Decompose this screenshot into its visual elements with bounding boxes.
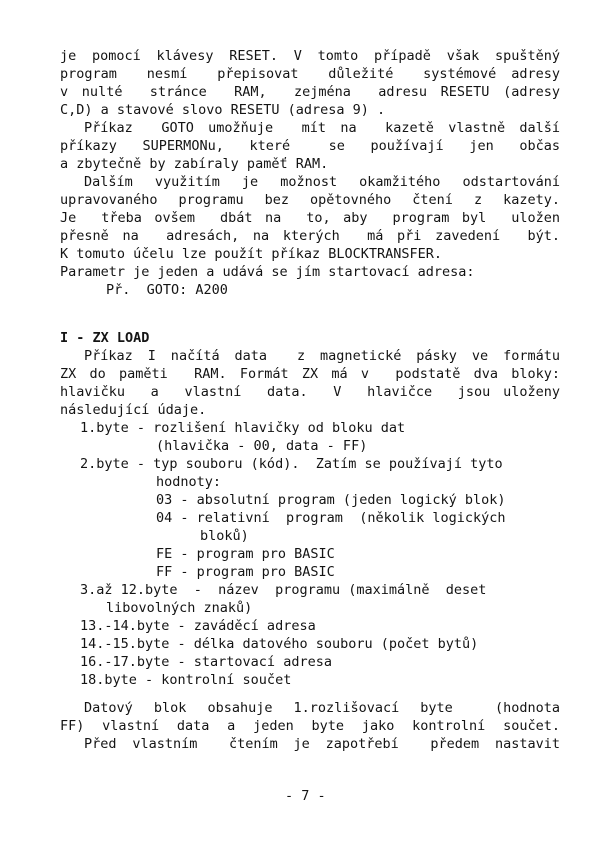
text-line: hlavičku a vlastní data. V hlavičce jsou uloženy — [60, 384, 560, 400]
text-line: Příkaz GOTO umožňuje mít na kazetě vlastně další — [84, 120, 560, 136]
text-line: Příkaz I načítá data z magnetické pásky ve formátu — [84, 348, 560, 364]
list-item: bloků) — [200, 528, 249, 544]
list-item: FF - program pro BASIC — [156, 564, 335, 580]
text-line: program nesmí přepisovat důležité systémové adresy — [60, 66, 560, 82]
list-item: 18.byte - kontrolní součet — [80, 672, 292, 688]
text-line: Je třeba ovšem dbát na to, aby program byl uložen — [60, 210, 560, 226]
text-line: FF) vlastní data a jeden byte jako kontrolní součet. — [60, 718, 560, 734]
text-line: Před vlastním čtením je zapotřebí předem nastavit — [84, 736, 560, 752]
text-line: C,D) a stavové slovo RESETU (adresa 9) . — [60, 102, 386, 118]
page-number: - 7 - — [285, 788, 326, 804]
list-item: 04 - relativní program (několik logických — [156, 510, 506, 526]
example-line: Př. GOTO: A200 — [106, 282, 228, 298]
text-line: přesně na adresách, na kterých má při zavedení být. — [60, 228, 560, 244]
text-line: následující údaje. — [60, 402, 207, 418]
list-item: 3.až 12.byte - název programu (maximálně deset — [80, 582, 487, 598]
list-item: 16.-17.byte - startovací adresa — [80, 654, 332, 670]
text-line: a zbytečně by zabíraly paměť RAM. — [60, 156, 329, 172]
text-line: ZX do paměti RAM. Formát ZX má v podstatě dva bloky: — [60, 366, 560, 382]
list-item: 13.-14.byte - zaváděcí adresa — [80, 618, 316, 634]
list-item: libovolných znaků) — [106, 600, 253, 616]
list-item: 1.byte - rozlišení hlavičky od bloku dat — [80, 420, 406, 436]
text-line: v nulté stránce RAM, zejména adresu RESETU (adresy — [60, 84, 560, 100]
text-line: je pomocí klávesy RESET. V tomto případě však spuštěný — [60, 48, 560, 64]
list-item: FE - program pro BASIC — [156, 546, 335, 562]
text-line: Parametr je jeden a udává se jím startovací adresa: — [60, 264, 475, 280]
text-line: upravovaného programu bez opětovného čtení z kazety. — [60, 192, 560, 208]
list-item: 14.-15.byte - délka datového souboru (počet bytů) — [80, 636, 479, 652]
text-line: K tomuto účelu lze použít příkaz BLOCKTRANSFER. — [60, 246, 443, 262]
list-item: (hlavička - 00, data - FF) — [156, 438, 368, 454]
list-item: 2.byte - typ souboru (kód). Zatím se používají tyto — [80, 456, 503, 472]
list-item: 03 - absolutní program (jeden logický blok) — [156, 492, 506, 508]
text-line: Dalším využitím je možnost okamžitého odstartování — [84, 174, 560, 190]
text-line: Datový blok obsahuje 1.rozlišovací byte (hodnota — [84, 700, 560, 716]
text-line: příkazy SUPERMONu, které se používají jen občas — [60, 138, 560, 154]
section-heading: I - ZX LOAD — [60, 330, 150, 346]
list-item: hodnoty: — [156, 474, 222, 490]
